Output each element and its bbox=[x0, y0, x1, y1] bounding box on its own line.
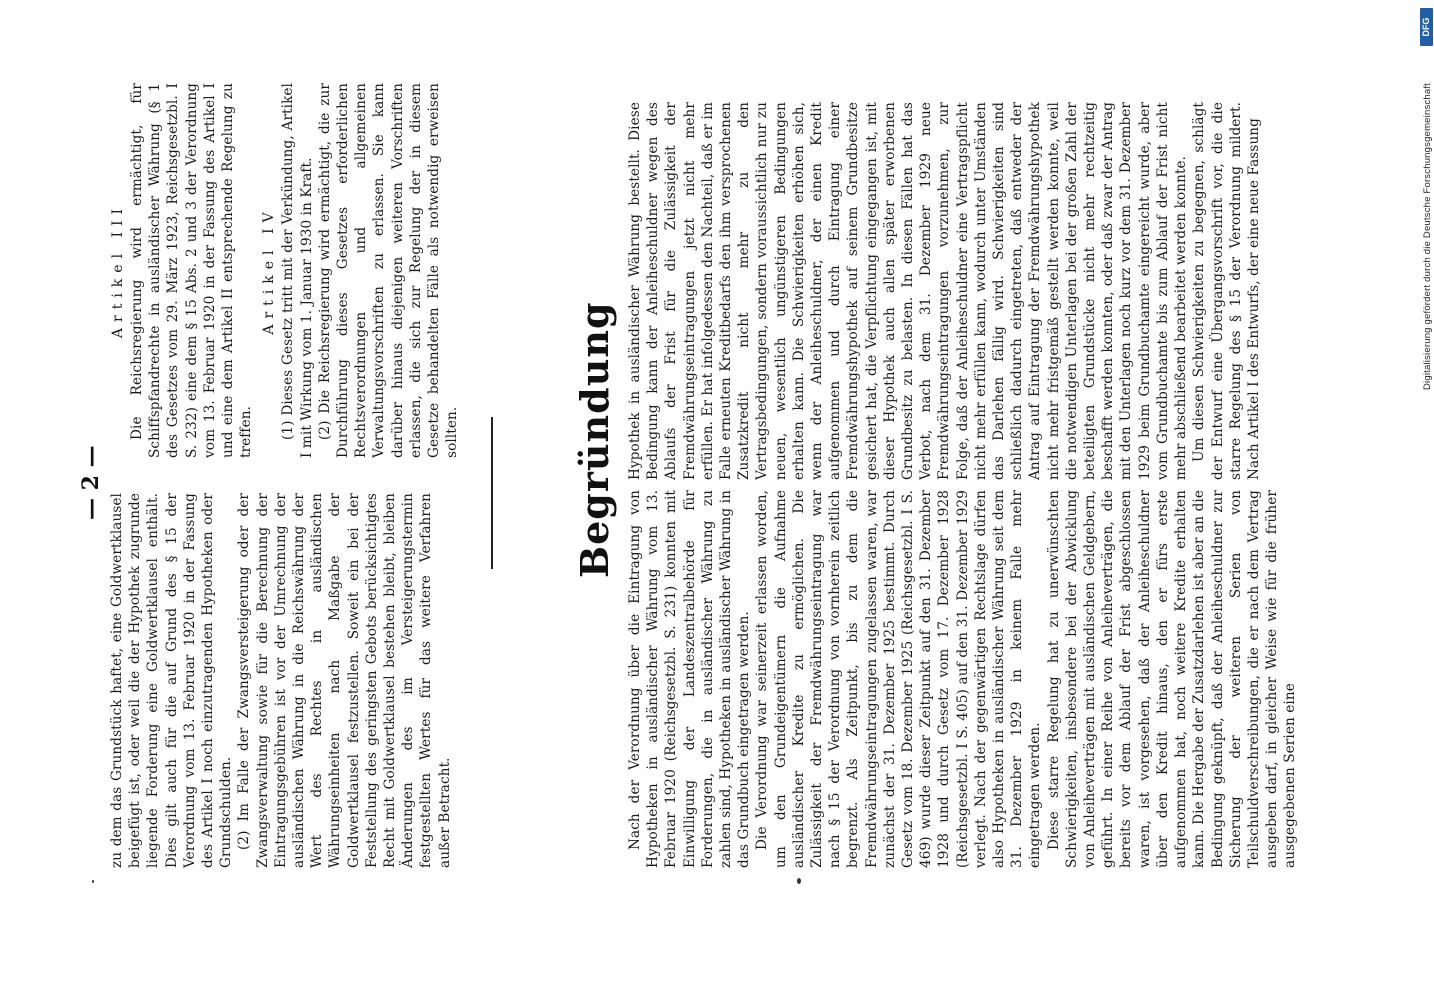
column-top-right bbox=[108, 83, 461, 458]
credit-block bbox=[1422, 50, 1434, 390]
section-title: Begründung bbox=[572, 301, 617, 578]
paragraph: Die Verordnung war seinerzeit erlassen worden, um den Grundeigentümern die Aufnahme ausländischer Kredite zu ermöglichen. Die Zulässigkeit der Fremdwährungseintragung war nach § 15 der Verordnung von vornherein zeitlich begrenzt. Als Zeitpunkt, bis zu dem die Fremdwährungseintragungen zugelassen waren, war zunächst der 31. Dezember 1925 bestimmt. Durch Gesetz vom 18. Dezember 1925 (Reichsgesetzbl. I S. 469) wurde dieser Zeitpunkt auf den 31. Dezember 1928 und durch Gesetz vom 17. Dezember 1928 (Reichsgesetzbl. I S. 405) auf den 31. Dezember 1929 verlegt. Nach der gegenwärtigen Rechtslage dürfen also Hypotheken in ausländischer Währung seit dem 31. Dezember 1929 in keinem Falle mehr eingetragen werden. bbox=[754, 490, 1044, 868]
section-title-block bbox=[572, 301, 622, 578]
dfg-logo-text: DFG bbox=[1421, 17, 1431, 37]
column-top-left bbox=[108, 493, 454, 868]
column-bottom-left bbox=[626, 490, 1300, 868]
scan-speck bbox=[92, 880, 94, 883]
heading-article-3: Artikel III bbox=[110, 202, 126, 339]
paragraph: (1) Dieses Gesetz tritt mit der Verkündung, Artikel I mit Wirkung vom 1. Januar 1930 in Kraft. bbox=[280, 83, 315, 458]
digitization-credit: Digitalisierung gefördert durch die Deutsche Forschungsgemeinschaft bbox=[1422, 83, 1433, 390]
dfg-logo bbox=[1420, 8, 1433, 46]
heading-article-4: Artikel IV bbox=[261, 206, 278, 335]
paragraph: Nach der Verordnung über die Eintragung von Hypotheken in ausländischer Währung vom 13. Februar 1920 (Reichsgesetzbl. S. 231) konnten mit Einwilligung der Landeszentralbehörde für Forderungen, die in ausländischer Währung zu zahlen sind, Hypotheken in ausländischer Währung in das Grundbuch eingetragen werden. bbox=[627, 490, 753, 868]
paragraph: Diese starre Regelung hat zu unerwünschten Schwierigkeiten, insbesondere bei der Abwicklung von Anleiheverträgen mit ausländischen Geldgebern, geführt. In einer Reihe von Anleiheverträgen, die bereits vor dem Ablauf der Frist abgeschlossen waren, ist vorgesehen, daß der Anleiheschuldner über den Kredit hinaus, den er fürs erste aufgenommen hat, noch weitere Kredite erhalten kann. Die Hergabe der Zusatzdarlehen ist aber an die Bedingung geknüpft, daß der Anleiheschuldner zur Sicherung der weiteren Serien von Teilschuldverschreibungen, die er nach dem Vertrag ausgeben darf, in gleicher Weise wie für die früher ausgegebenen Serien eine bbox=[1045, 490, 1299, 868]
paragraph: (2) Die Reichsregierung wird ermächtigt, die zur Durchführung dieses Gesetzes erforderlichen Rechtsverordnungen und allgemeinen Verwaltungsvorschriften zu erlassen. Sie kann darüber hinaus diejenigen weiteren Vorschriften erlassen, die sich zur Regelung der in diesem Gesetze behandelten Fälle als notwendig erweisen sollten. bbox=[316, 83, 461, 458]
page-number: — 2 — bbox=[78, 445, 104, 520]
section-divider bbox=[491, 417, 493, 569]
scan-speck bbox=[797, 878, 801, 884]
paragraph: Hypothek in ausländischer Währung bestellt. Diese Bedingung kann der Anleiheschuldner wegen des Ablaufs der Frist für die Zulässigkeit der Fremdwährungseintragungen jetzt nicht mehr erfüllen. Er hat infolgedessen den Nachteil, daß er im Falle erneuten Kreditbedarfs den ihm versprochenen Zusatzkredit nicht mehr zu den Vertragsbedingungen, sondern voraussichtlich nur zu neuen, wesentlich ungünstigeren Bedingungen erhalten kann. Die Schwierigkeiten erhöhen sich, wenn der Anleiheschuldner, der einen Kredit aufgenommen und durch Eintragung einer Fremdwährungshypothek auf seinem Grundbesitze gesichert hat, die Verpflichtung eingegangen ist, mit dieser Hypothek auch allen später erworbenen Grundbesitz zu belasten. In diesen Fällen hat das Verbot, nach dem 31. Dezember 1929 neue Fremdwährungseintragungen vorzunehmen, zur Folge, daß der Anleiheschuldner eine Vertragspflicht nicht mehr erfüllen kann, wodurch unter Umständen das Darlehen fällig wird. Schwierigkeiten sind schließlich dadurch eingetreten, daß entweder der Antrag auf Eintragung der Fremdwährungshypothek nicht mehr fristgemäß gestellt werden konnte, weil die notwendigen Unterlagen bei der großen Zahl der beteiligten Grundstücke nicht mehr rechtzeitig beschafft werden konnten, oder daß zwar der Antrag mit den Unterlagen noch kurz vor dem 31. Dezember 1929 beim Grundbuchamte eingereicht wurde, aber vom Grundbuchamte bis zum Ablauf der Frist nicht mehr abschließend bearbeitet werden konnte. bbox=[627, 102, 1190, 480]
paragraph: Die Reichsregierung wird ermächtigt, für Schiffspfandrechte in ausländischer Währung (§ 1 des Gesetzes vom 29. März 1923, Reichsgesetzbl. I S. 232) eine dem § 15 Abs. 2 und 3 der Verordnung vom 13. Februar 1920 in der Fassung des Artikel I und eine dem Artikel II entsprechende Regelung zu treffen. bbox=[129, 83, 255, 458]
column-bottom-right bbox=[626, 102, 1263, 480]
page-number-block bbox=[78, 440, 106, 520]
paragraph: (2) Im Falle der Zwangsversteigerung oder der Zwangsverwaltung sowie für die Berechnung der Eintragungsgebühren ist vor der Umrechnung der ausländischen Währung in die Reichswährung der Wert des Rechtes in ausländischen Währungseinheiten nach Maßgabe der Goldwertklausel festzustellen. Soweit ein bei der Feststellung des geringsten Gebots berücksichtigtes Recht mit Goldwertklausel bestehen bleibt, bleiben Änderungen des im Versteigerungstermin festgestellten Wertes für das weitere Verfahren außer Betracht. bbox=[236, 493, 453, 868]
paragraph: Um diesen Schwierigkeiten zu begegnen, schlägt der Entwurf eine Übergangsvorschrift vor, die die starre Regelung des § 15 der Verordnung mildert. Nach Artikel I des Entwurfs, der eine neue Fassung bbox=[1191, 102, 1262, 480]
paragraph: zu dem das Grundstück haftet, eine Goldwertklausel beigefügt ist, oder weil die der Hypothek zugrunde liegende Forderung eine Goldwertklausel enthält. Dies gilt auch für die auf Grund des § 15 der Verordnung vom 13. Februar 1920 in der Fassung des Artikel I noch einzutragenden Hypotheken oder Grundschulden. bbox=[109, 493, 235, 868]
